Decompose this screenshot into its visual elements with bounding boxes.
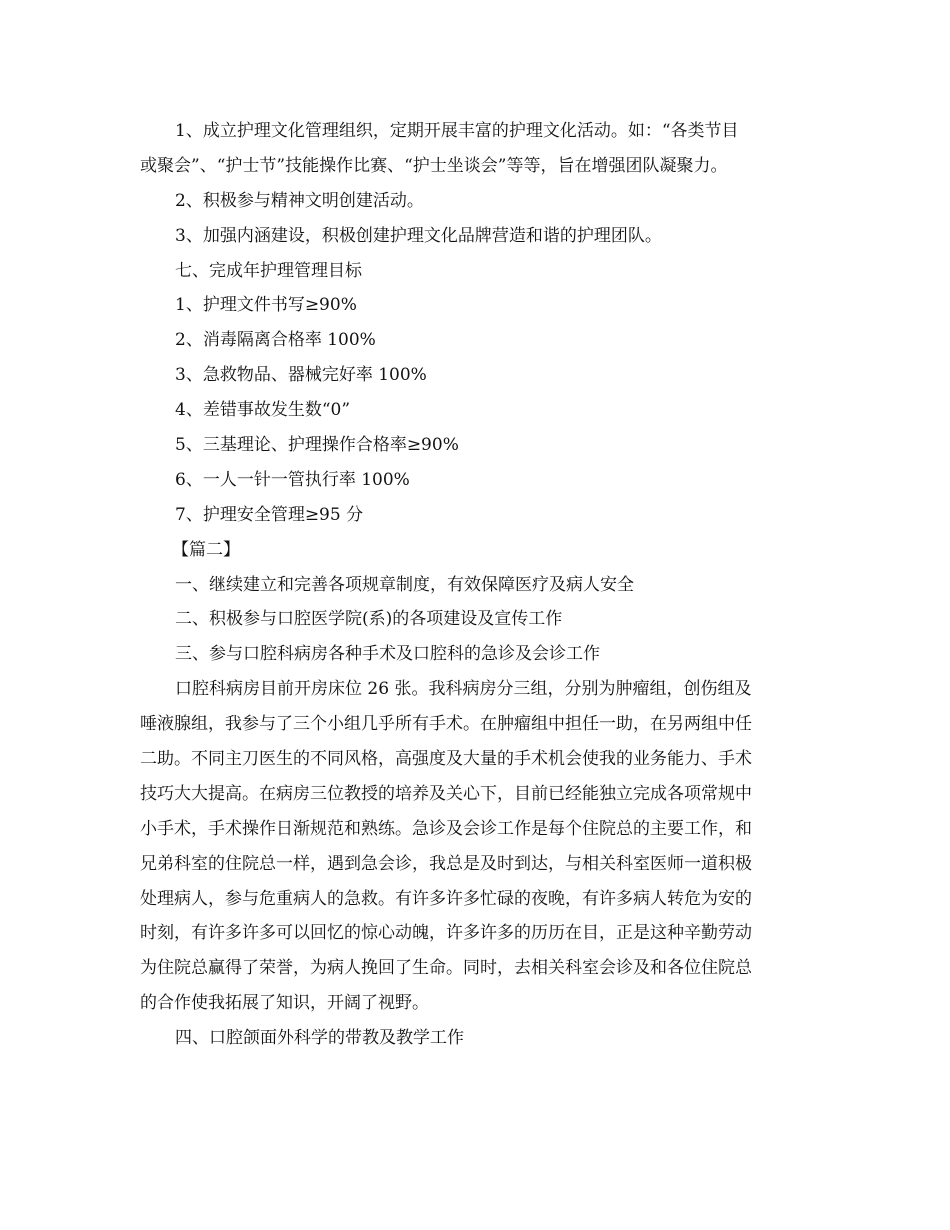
section-heading: 一、继续建立和完善各项规章制度，有效保障医疗及病人安全 [175,574,634,595]
paragraph-line: 2、积极参与精神文明创建活动。 [175,190,424,211]
paragraph-line: 二助。不同主刀医生的不同风格，高强度及大量的手术机会使我的业务能力、手术 [140,749,752,770]
list-item: 1、护理文件书写≥90% [175,295,357,316]
paragraph-line: 1、成立护理文化管理组织，定期开展丰富的护理文化活动。如：“各类节目 [175,121,739,141]
section-heading: 二、积极参与口腔医学院(系)的各项建设及宣传工作 [175,609,563,630]
list-item: 5、三基理论、护理操作合格率≥90% [175,435,459,456]
section-heading: 七、完成年护理管理目标 [175,260,362,281]
list-item: 4、差错事故发生数“0” [175,400,351,421]
part-heading: 【篇二】 [172,539,240,560]
paragraph-line: 处理病人，参与危重病人的急救。有许多许多忙碌的夜晚，有许多病人转危为安的 [140,888,752,909]
paragraph-line: 口腔科病房目前开房床位 26 张。我科病房分三组，分别为肿瘤组，创伤组及 [175,679,752,700]
paragraph-line: 唾液腺组，我参与了三个小组几乎所有手术。在肿瘤组中担任一助，在另两组中任 [140,714,752,735]
section-heading: 三、参与口腔科病房各种手术及口腔科的急诊及会诊工作 [175,644,600,665]
section-heading: 四、口腔颌面外科学的带教及教学工作 [175,1028,464,1049]
list-item: 3、急救物品、器械完好率 100% [175,365,427,386]
paragraph-line: 的合作使我拓展了知识，开阔了视野。 [140,993,429,1014]
paragraph-line: 兄弟科室的住院总一样，遇到急会诊，我总是及时到达，与相关科室医师一道积极 [140,853,752,874]
document-page [140,114,830,1056]
paragraph-line: 技巧大大提高。在病房三位教授的培养及关心下，目前已经能独立完成各项常规中 [140,783,752,804]
list-item: 2、消毒隔离合格率 100% [175,330,376,351]
list-item: 6、一人一针一管执行率 100% [175,469,410,490]
paragraph-line: 小手术，手术操作日渐规范和熟练。急诊及会诊工作是每个住院总的主要工作，和 [140,818,752,839]
paragraph-line: 为住院总赢得了荣誉，为病人挽回了生命。同时，去相关科室会诊及和各位住院总 [140,958,752,979]
paragraph-line: 时刻，有许多许多可以回忆的惊心动魄，许多许多的历历在目，正是这种辛勤劳动 [140,923,752,944]
paragraph-line: 3、加强内涵建设，积极创建护理文化品牌营造和谐的护理团队。 [175,225,662,246]
list-item: 7、护理安全管理≥95 分 [175,504,364,525]
paragraph-line: 或聚会”、“护士节”技能操作比赛、“护士坐谈会”等等，旨在增强团队凝聚力。 [140,155,728,176]
